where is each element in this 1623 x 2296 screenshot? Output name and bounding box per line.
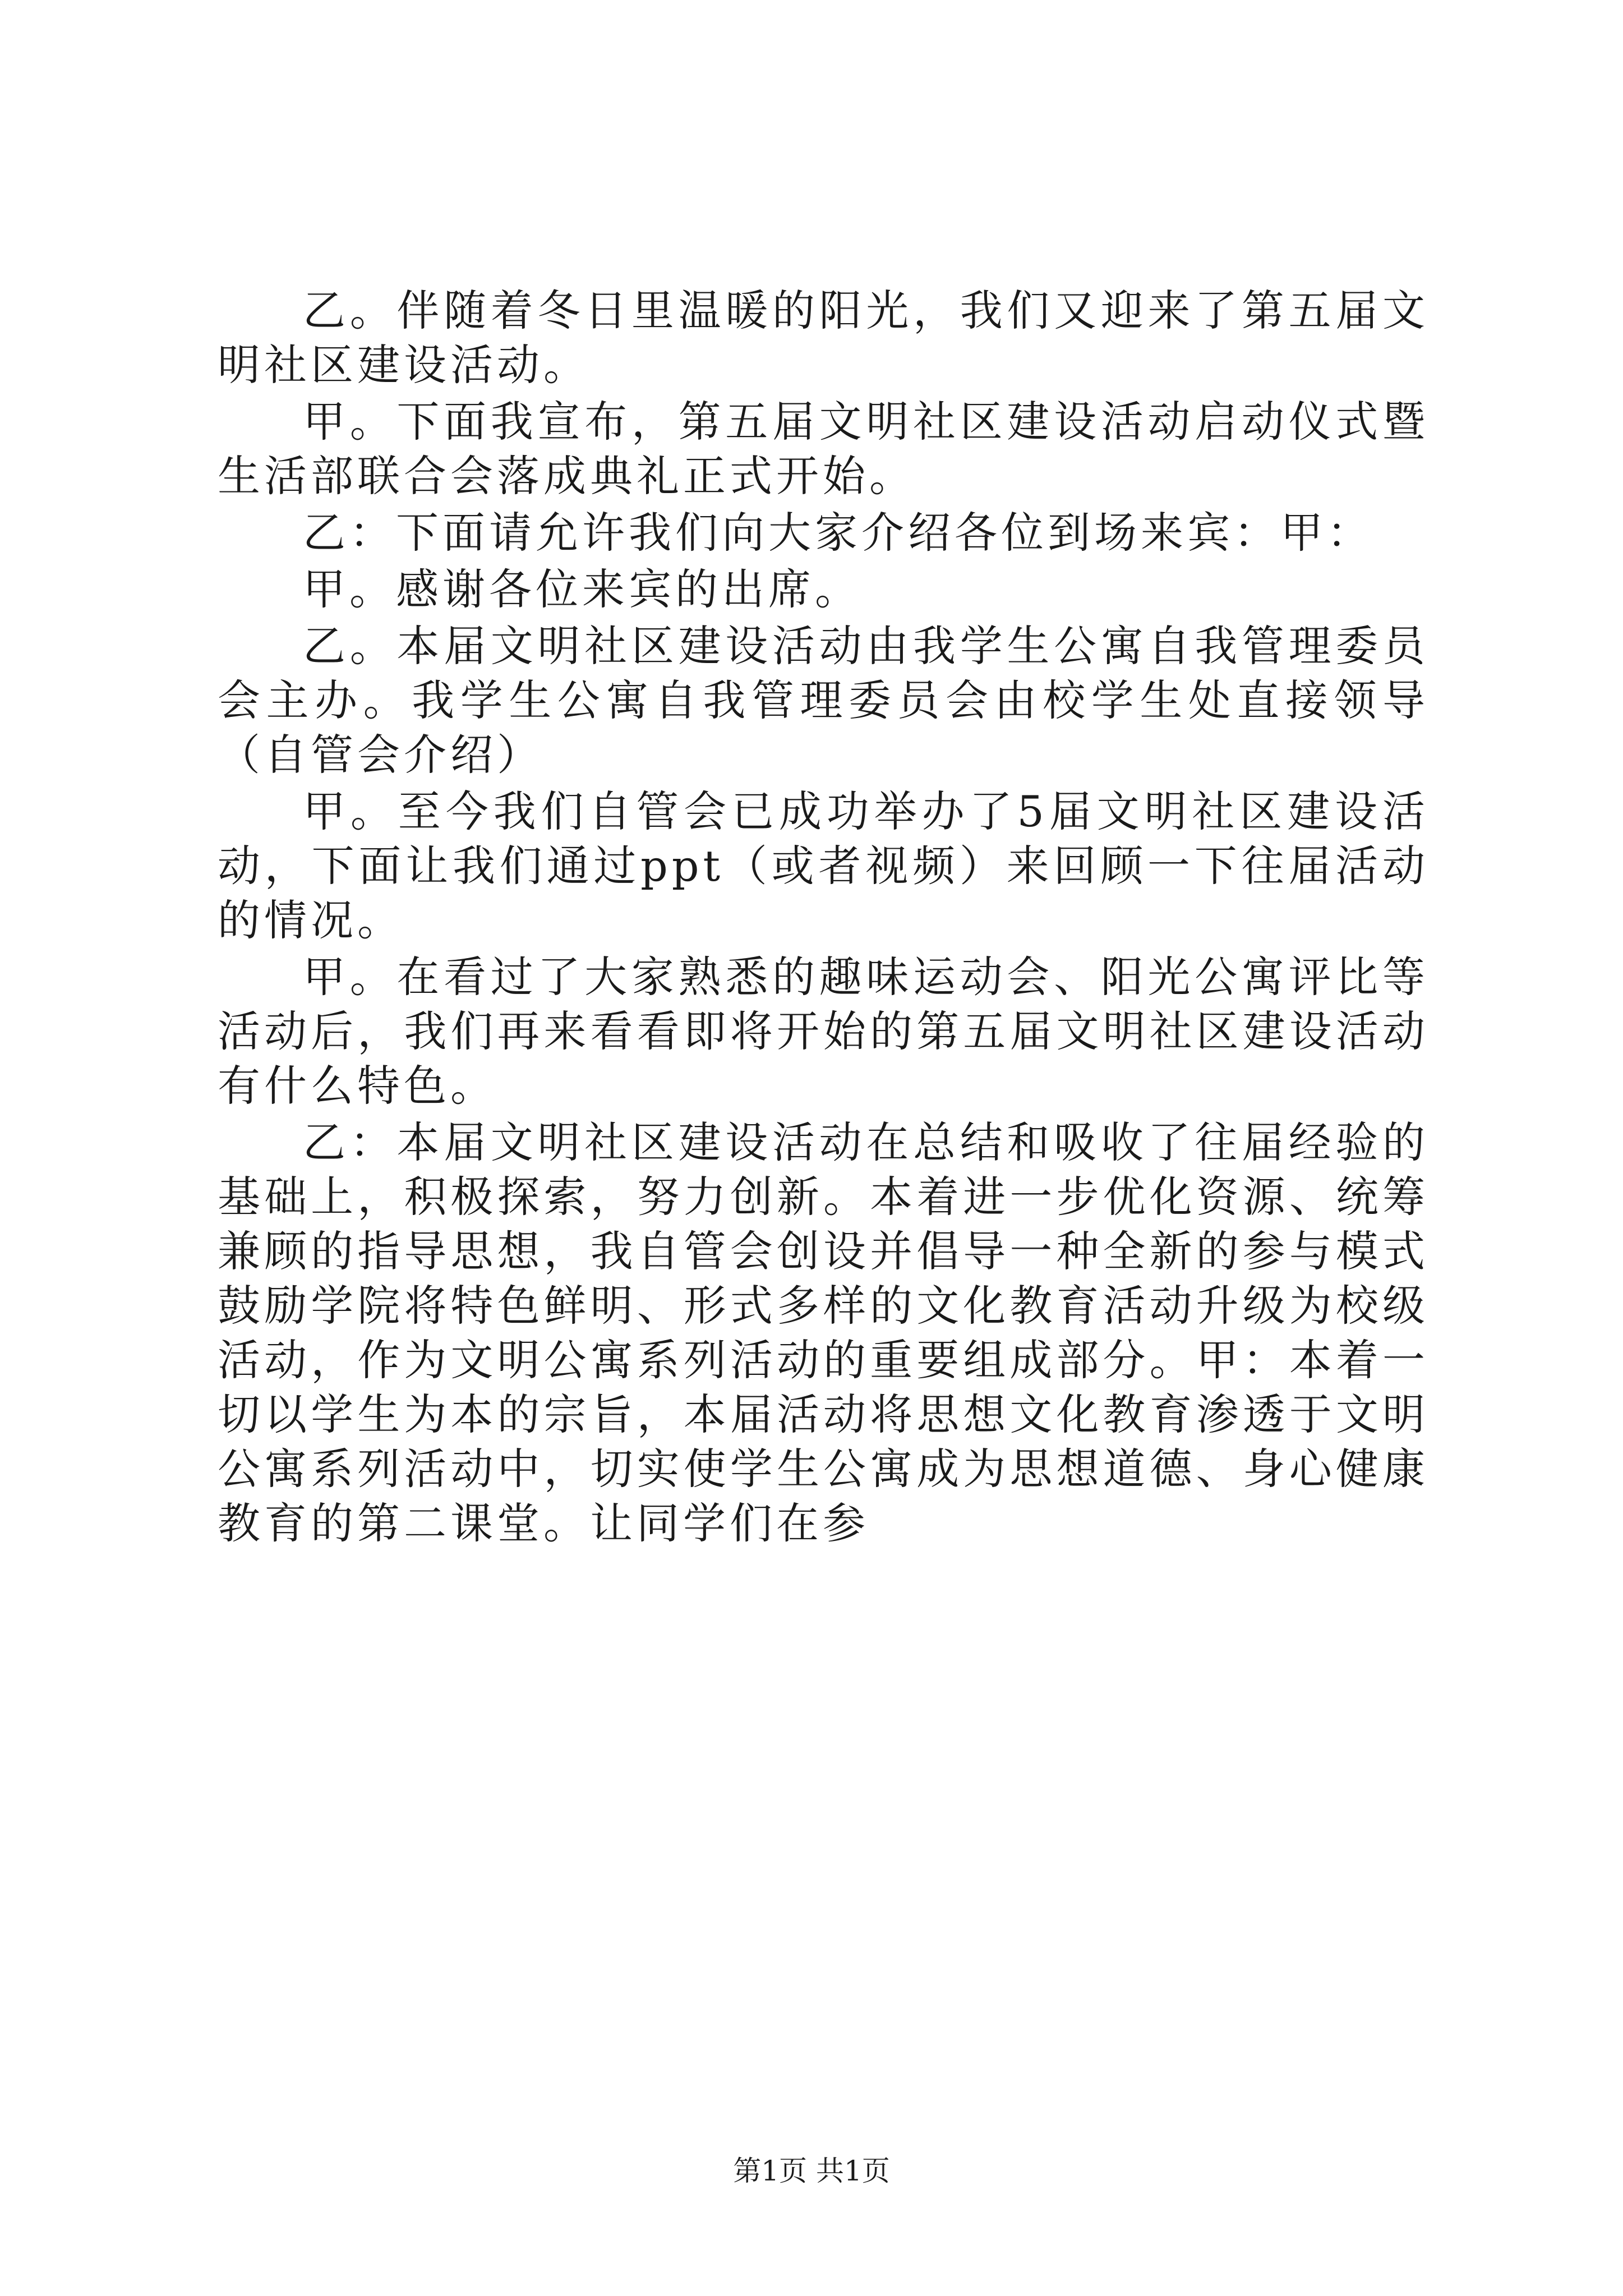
paragraph-2: 甲。下面我宣布，第五届文明社区建设活动启动仪式暨生活部联合会落成典礼正式开始。 [218,397,1429,501]
paragraph-3: 乙：下面请允许我们向大家介绍各位到场来宾：甲： [303,508,1373,558]
paragraph-7: 甲。在看过了大家熟悉的趣味运动会、阳光公寓评比等活动后，我们再来看看即将开始的第五届文明社区建设活动有什么特色。 [218,952,1429,1111]
paragraph-5: 乙。本届文明社区建设活动由我学生公寓自我管理委员会主办。我学生公寓自我管理委员会由校学生处直接领导（自管会介绍） [218,621,1429,780]
paragraph-1: 乙。伴随着冬日里温暖的阳光，我们又迎来了第五届文明社区建设活动。 [218,286,1429,390]
paragraph-8: 乙：本届文明社区建设活动在总结和吸收了往届经验的基础上，积极探索，努力创新。本着进一步优化资源、统筹兼顾的指导思想，我自管会创设并倡导一种全新的参与模式鼓励学院将特色鲜明、形式多样的文化教育活动升级为校级活动，作为文明公寓系列活动的重要组成部分。甲：本着一切以学生为本的宗旨，本届活动将思想文化教育渗透于文明公寓系列活动中，切实使学生公寓成为思想道德、身心健康教育的第二课堂。让同学们在参 [218,1117,1429,1548]
document-body [218,283,1429,1553]
page-footer: 第1页 共1页 [733,2155,890,2187]
paragraph-6: 甲。至今我们自管会已成功举办了5届文明社区建设活动，下面让我们通过ppt（或者视频）来回顾一下往届活动的情况。 [218,786,1429,945]
paragraph-4: 甲。感谢各位来宾的出席。 [303,564,861,614]
